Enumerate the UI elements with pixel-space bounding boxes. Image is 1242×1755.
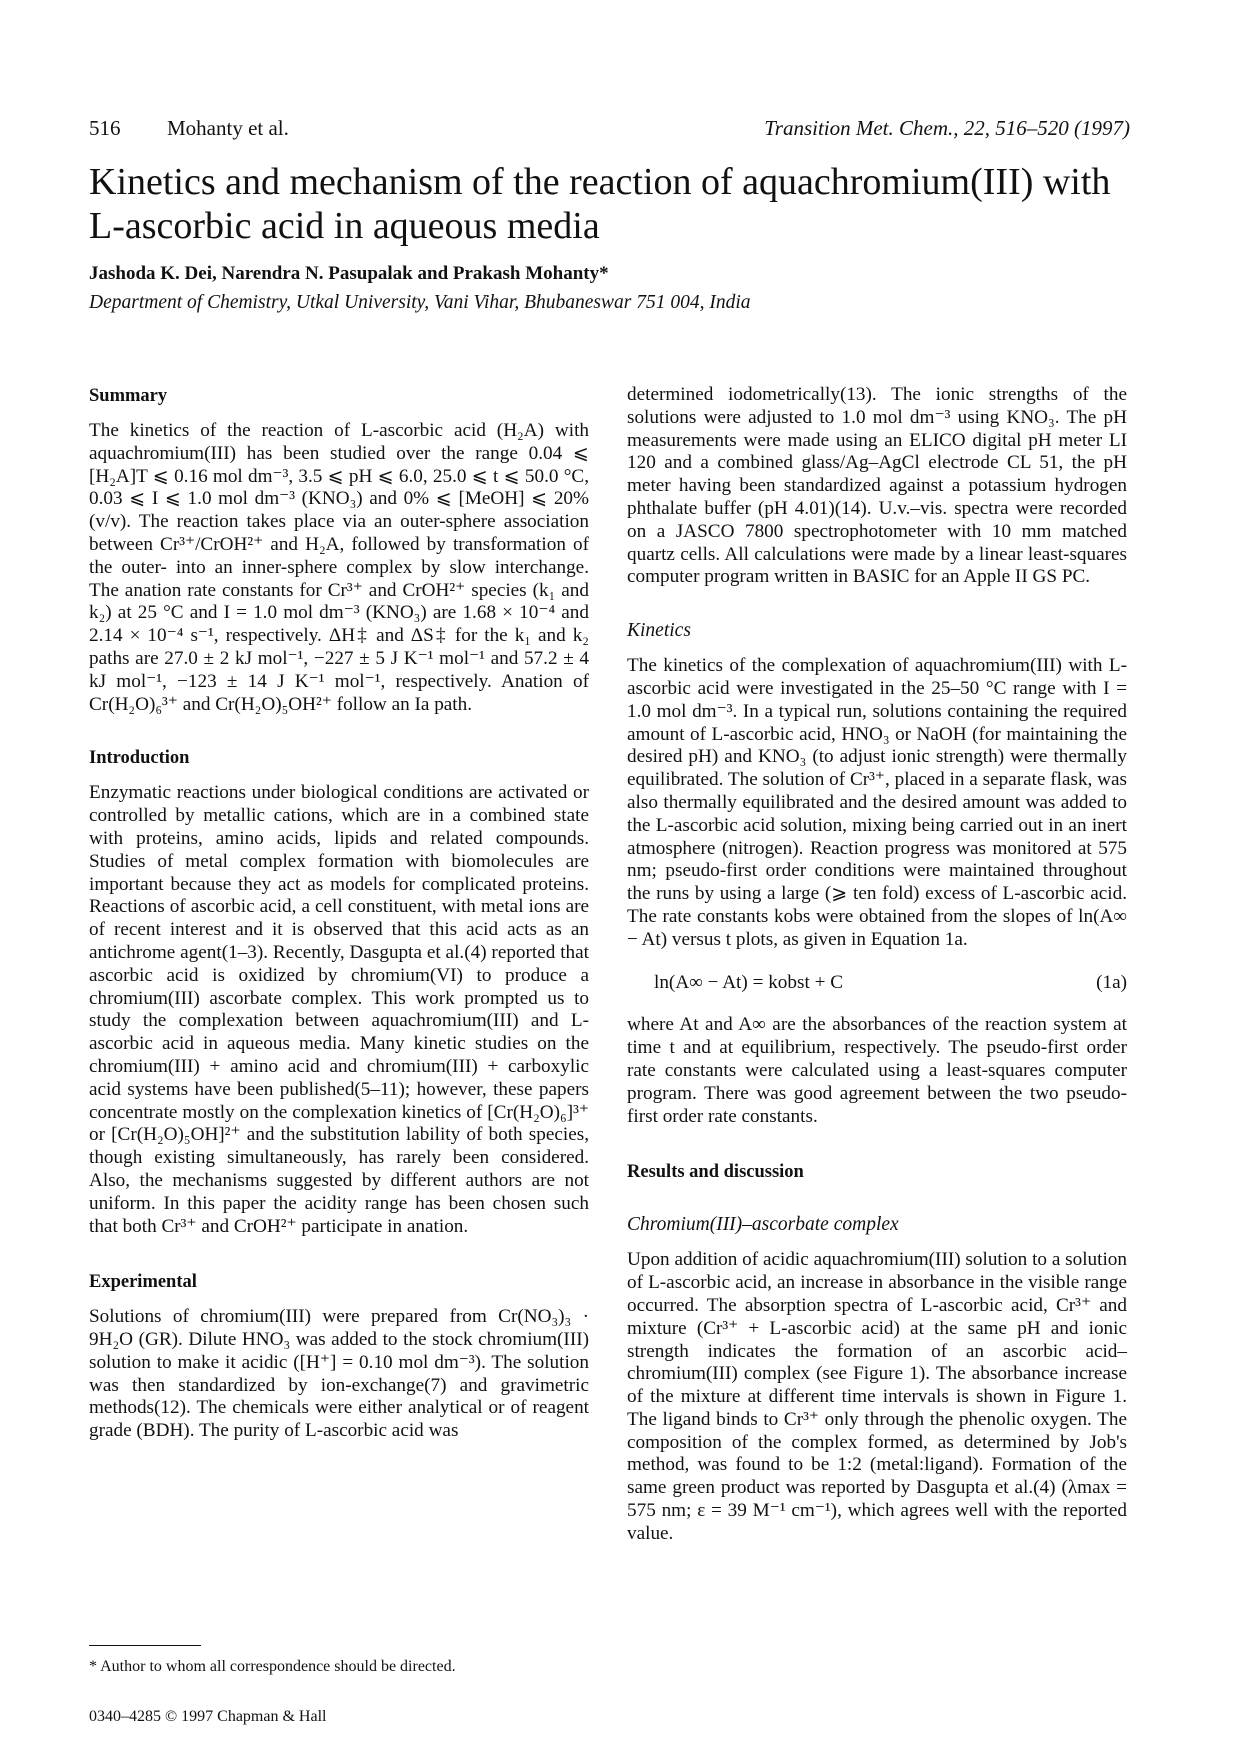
journal-citation: Transition Met. Chem., 22, 516–520 (1997) <box>764 116 1130 140</box>
footnote-rule <box>89 1645 201 1646</box>
complex-text: Upon addition of acidic aquachromium(III) solution to a solution of L-ascorbic acid, an increase in absorbance in the visible range occurred. The absorption spectra of L-ascorbic acid, Cr³⁺ and mixture (Cr³⁺ + L-ascorbic acid) at the same pH and ionic strength indicates the formation of an ascorbic acid–chromium(III) complex (see Figure 1). The absorbance increase of the mixture at different time intervals is shown in Figure 1. The ligand binds to Cr³⁺ only through the phenolic oxygen. The composition of the complex formed, as determined by Job's method, was found to be 1:2 (metal:ligand). Formation of the same green product was reported by Dasgupta et al.(4) (λmax = 575 nm; ε = 39 M⁻¹ cm⁻¹), which agrees well with the reported value. <box>627 1249 1127 1544</box>
results-heading: Results and discussion <box>627 1162 804 1183</box>
complex-heading: Chromium(III)–ascorbate complex <box>627 1214 899 1236</box>
equation-formula: ln(A∞ − At) = kobst + C <box>654 971 843 993</box>
running-author-text: Mohanty et al. <box>167 116 289 140</box>
kinetics-heading: Kinetics <box>627 620 691 642</box>
experimental-continued-text: determined iodometrically(13). The ionic strengths of the solutions were adjusted to 1.0 mol dm⁻³ using KNO₃. The pH measurements were made using an ELICO digital pH meter LI 120 and a combined glass/Ag–AgCl electrode CL 51, the pH meter having been standardized against a potassium hydrogen phthalate buffer (pH 4.01)(14). U.v.–vis. spectra were recorded on a JASCO 7800 spectrophotometer with 10 mm matched quartz cells. All calculations were made by a linear least-squares computer program written in BASIC for an Apple II GS PC. <box>627 384 1127 588</box>
kinetics-continued-text: where At and A∞ are the absorbances of the reaction system at time t and at equilibrium, respectively. The pseudo-first order rate constants were calculated using a least-squares computer program. There was good agreement between the two pseudo-first order rate constants. <box>627 1014 1127 1127</box>
footnote: * Author to whom all correspondence should be directed. <box>89 1658 456 1675</box>
author-list: Jashoda K. Dei, Narendra N. Pasupalak and Prakash Mohanty* <box>89 263 609 284</box>
paper-title: Kinetics and mechanism of the reaction of aquachromium(III) with L-ascorbic acid in aqueous media <box>89 161 1111 247</box>
left-column <box>89 385 589 1443</box>
introduction-heading: Introduction <box>89 748 190 769</box>
introduction-text: Enzymatic reactions under biological conditions are activated or controlled by metallic cations, which are in a combined state with proteins, amino acids, lipids and related compounds. Studies of metal complex formation with biomolecules are important because they act as models for complicated proteins. Reactions of ascorbic acid, a cell constituent, with metal ions are of recent interest and it is observed that this acid acts as an antichrome agent(1–3). Recently, Dasgupta et al.(4) reported that ascorbic acid is oxidized by chromium(VI) to produce a chromium(III) ascorbate complex. This work prompted us to study the complexation between aquachromium(III) and L-ascorbic acid in aqueous media. Many kinetic studies on the chromium(III) + amino acid and chromium(III) + carboxylic acid systems have been published(5–11); however, these papers concentrate mostly on the complexation kinetics of [Cr(H₂O)₆]³⁺ or [Cr(H₂O)₅OH]²⁺ and the substitution lability of both species, though existing simultaneously, has rarely been considered. Also, the mechanisms suggested by different authors are not uniform. In this paper the acidity range has been chosen such that both Cr³⁺ and CrOH²⁺ participate in anation. <box>89 782 589 1237</box>
right-column <box>627 384 1127 1546</box>
running-author <box>167 116 289 141</box>
equation-1a <box>627 972 1127 995</box>
experimental-heading: Experimental <box>89 1272 197 1293</box>
page-number: 516 <box>89 116 121 140</box>
kinetics-text: The kinetics of the complexation of aquachromium(III) with L-ascorbic acid were investigated in the 25–50 °C range with I = 1.0 mol dm⁻³. In a typical run, solutions containing the required amount of L-ascorbic acid, HNO₃ or NaOH (for maintaining the desired pH) and KNO₃ (to adjust ionic strength) were thermally equilibrated. The solution of Cr³⁺, placed in a separate flask, was also thermally equilibrated and the desired amount was added to the L-ascorbic acid solution, mixing being carried out in an inert atmosphere (nitrogen). Reaction progress was monitored at 575 nm; pseudo-first order conditions were maintained throughout the runs by using a large (⩾ ten fold) excess of L-ascorbic acid. The rate constants kobs were obtained from the slopes of ln(A∞ − At) versus t plots, as given in Equation 1a. <box>627 655 1127 950</box>
experimental-text: Solutions of chromium(III) were prepared from Cr(NO₃)₃ · 9H₂O (GR). Dilute HNO₃ was added to the stock chromium(III) solution to make it acidic ([H⁺] = 0.10 mol dm⁻³). The solution was then standardized by ion-exchange(7) and gravimetric methods(12). The chemicals were either analytical or of reagent grade (BDH). The purity of L-ascorbic acid was <box>89 1306 589 1442</box>
summary-text: The kinetics of the reaction of L-ascorbic acid (H₂A) with aquachromium(III) has been studied over the range 0.04 ⩽ [H₂A]T ⩽ 0.16 mol dm⁻³, 3.5 ⩽ pH ⩽ 6.0, 25.0 ⩽ t ⩽ 50.0 °C, 0.03 ⩽ I ⩽ 1.0 mol dm⁻³ (KNO₃) and 0% ⩽ [MeOH] ⩽ 20% (v/v). The reaction takes place via an outer-sphere association between Cr³⁺/CrOH²⁺ and H₂A, followed by transformation of the outer- into an inner-sphere complex by slow interchange. The anation rate constants for Cr³⁺ and CrOH²⁺ species (k₁ and k₂) at 25 °C and I = 1.0 mol dm⁻³ (KNO₃) are 1.68 × 10⁻⁴ and 2.14 × 10⁻⁴ s⁻¹, respectively. ΔH‡ and ΔS‡ for the k₁ and k₂ paths are 27.0 ± 2 kJ mol⁻¹, −227 ± 5 J K⁻¹ mol⁻¹ and 57.2 ± 4 kJ mol⁻¹, −123 ± 14 J K⁻¹ mol⁻¹, respectively. Anation of Cr(H₂O)₆³⁺ and Cr(H₂O)₅OH²⁺ follow an Ia path. <box>89 420 589 715</box>
affiliation: Department of Chemistry, Utkal University, Vani Vihar, Bhubaneswar 751 004, India <box>89 292 751 313</box>
summary-heading: Summary <box>89 386 168 406</box>
issn-copyright: 0340–4285 © 1997 Chapman & Hall <box>89 1708 327 1725</box>
equation-label: (1a) <box>1096 971 1127 993</box>
